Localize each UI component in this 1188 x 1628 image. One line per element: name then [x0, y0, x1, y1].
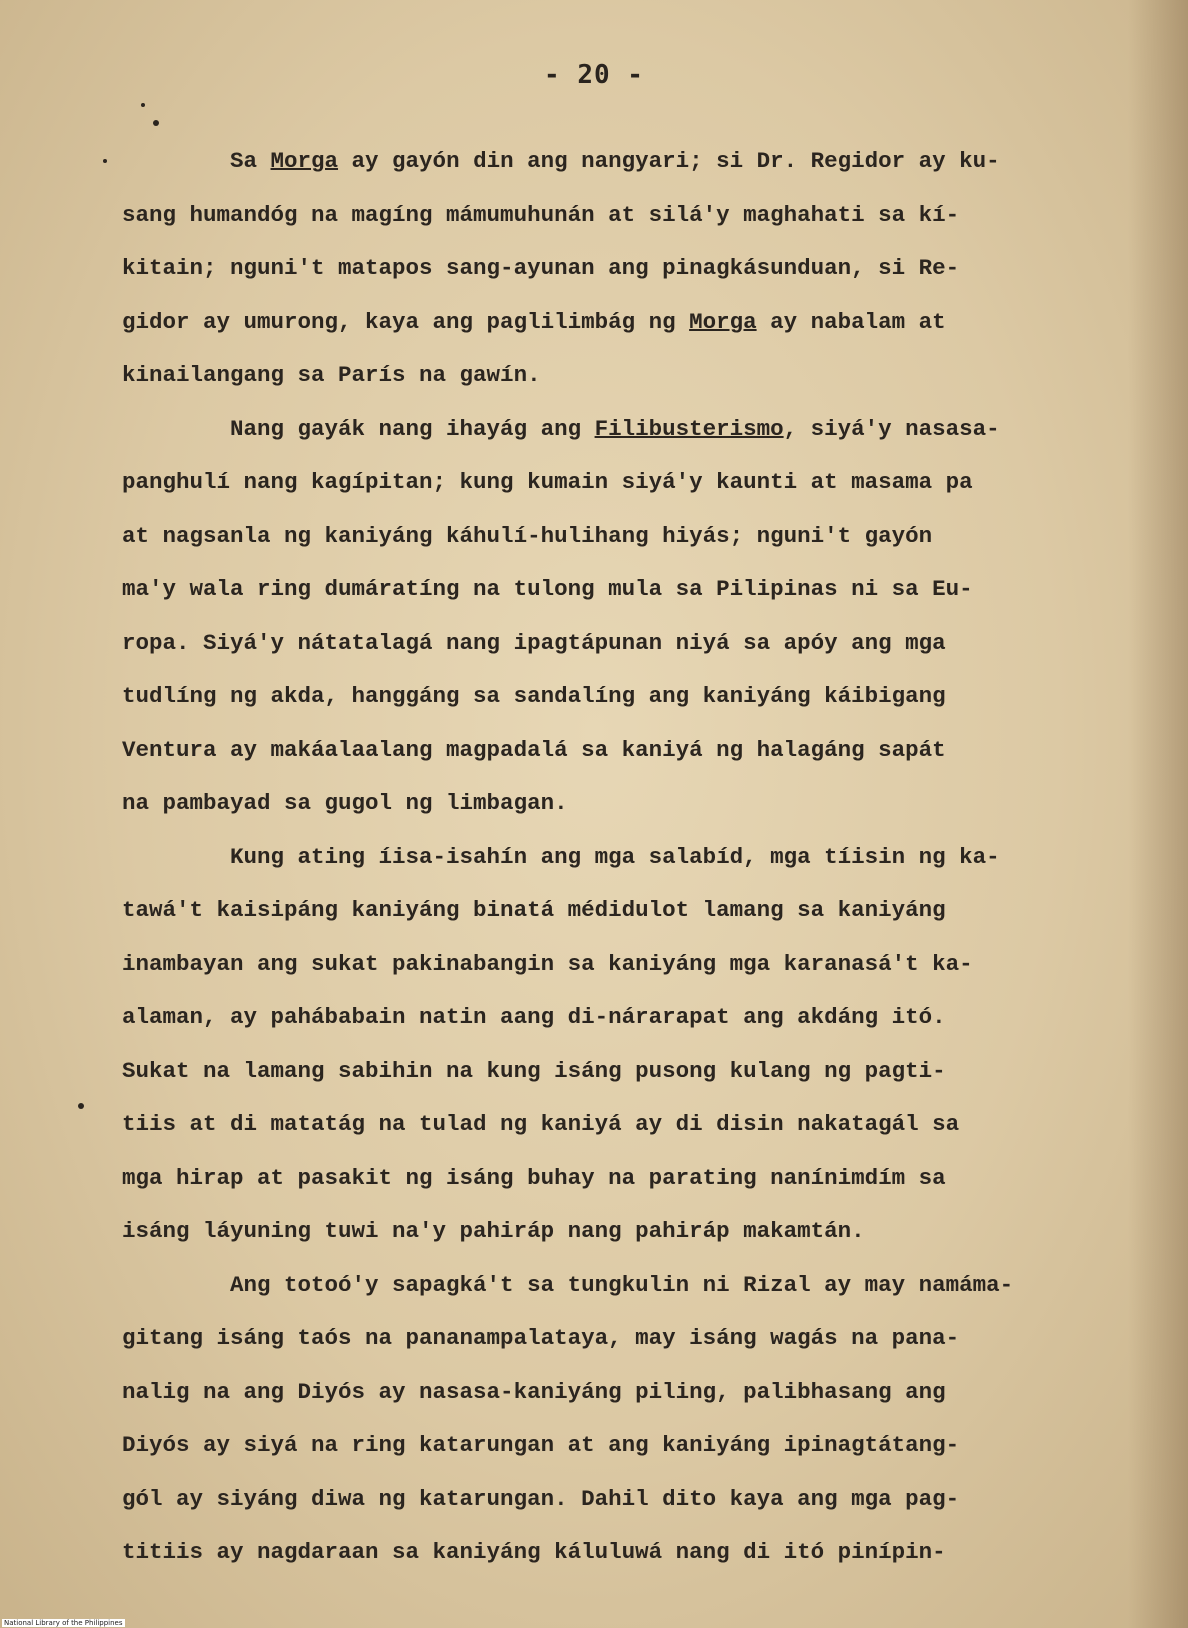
text-line [122, 349, 1112, 403]
text-segment: Sa [122, 148, 271, 174]
text-line [122, 1366, 1112, 1420]
text-segment: Ventura ay makáalaalang magpadalá sa kaniyá ng halagáng sapát [122, 736, 946, 763]
text-line [122, 617, 1112, 671]
text-segment: titiis ay nagdaraan sa kaniyáng káluluwá nang di itó pinípin- [122, 1539, 946, 1565]
underlined-title: Morga [270, 148, 339, 174]
text-segment: tiis at di matatág na tulad ng kaniyá ay di disin nakatagál sa [122, 1111, 960, 1137]
text-line [122, 135, 1112, 189]
text-line [122, 1152, 1112, 1206]
text-segment: tawá't kaisipáng kaniyáng binatá médidulot lamang sa kaniyáng [122, 897, 946, 923]
text-line [122, 1098, 1112, 1152]
text-line [122, 1045, 1112, 1099]
text-line [122, 296, 1112, 350]
text-segment: Ang totoó'y sapagká't sa tungkulin ni Rizal ay may namáma- [122, 1271, 1014, 1298]
text-segment: tudlíng ng akda, hanggáng sa sandalíng ang kaniyáng káibigang [122, 683, 946, 709]
text-line [122, 1473, 1112, 1527]
text-segment: kitain; nguni't matapos sang-ayunan ang pinagkásunduan, si Re- [122, 255, 960, 281]
page-number: - 20 - [544, 60, 644, 90]
text-segment: sang humandóg na magíng mámumuhunán at silá'y maghahati sa kí- [122, 201, 960, 228]
ink-speck [103, 159, 107, 163]
text-segment: ay gayón din ang nangyari; si Dr. Regidor ay ku- [338, 148, 1000, 174]
text-segment: inambayan ang sukat pakinabangin sa kaniyáng mga karanasá't ka- [122, 950, 973, 977]
text-line [122, 777, 1112, 831]
text-segment: mga hirap at pasakit ng isáng buhay na parating nanínimdím sa [122, 1164, 946, 1191]
text-line [122, 1526, 1112, 1580]
text-line [122, 670, 1112, 724]
text-segment: panghulí nang kagípitan; kung kumain siyá'y kaunti at masama pa [122, 469, 973, 495]
text-line [122, 563, 1112, 617]
text-segment: nalig na ang Diyós ay nasasa-kaniyáng piling, palibhasang ang [122, 1378, 946, 1405]
text-line [122, 938, 1112, 992]
text-line [122, 510, 1112, 564]
underlined-title: Filibusterismo [594, 415, 784, 442]
text-segment: kinailangang sa París na gawín. [122, 362, 541, 388]
text-segment: alaman, ay pahábabain natin aang di-nárarapat ang akdáng itó. [122, 1004, 946, 1030]
text-segment: na pambayad sa gugol ng limbagan. [122, 790, 568, 816]
text-line [122, 189, 1112, 243]
text-line [122, 884, 1112, 938]
text-line [122, 1312, 1112, 1366]
library-credit: National Library of the Philippines [4, 1619, 123, 1627]
text-line [122, 403, 1112, 457]
text-line [122, 1259, 1112, 1313]
text-line [122, 1419, 1112, 1473]
text-segment: ma'y wala ring dumáratíng na tulong mula sa Pilipinas ni sa Eu- [122, 576, 973, 602]
text-segment: ay nabalam at [756, 308, 946, 335]
body-text [122, 135, 1112, 1580]
text-segment: ropa. Siyá'y nátatalagá nang ipagtápunan niyá sa apóy ang mga [122, 629, 946, 656]
text-segment: Kung ating íisa-isahín ang mga salabíd, mga tíisin ng ka- [122, 843, 1000, 870]
text-line [122, 1205, 1112, 1259]
ink-speck [141, 103, 145, 107]
text-line [122, 991, 1112, 1045]
text-segment: Nang gayák nang ihayág ang [122, 415, 595, 442]
text-segment: at nagsanla ng kaniyáng káhulí-hulihang hiyás; nguni't gayón [122, 522, 933, 549]
text-segment: , siyá'y nasasa- [783, 415, 1000, 442]
text-segment: gidor ay umurong, kaya ang paglilimbág ng [122, 308, 690, 335]
text-line [122, 724, 1112, 778]
ink-speck [78, 1103, 84, 1109]
text-segment: Diyós ay siyá na ring katarungan at ang kaniyáng ipinagtátang- [122, 1432, 960, 1458]
text-segment: gól ay siyáng diwa ng katarungan. Dahil dito kaya ang mga pag- [122, 1485, 960, 1512]
text-line [122, 456, 1112, 510]
underlined-title: Morga [689, 308, 757, 335]
text-segment: Sukat na lamang sabihin na kung isáng pusong kulang ng pagti- [122, 1057, 946, 1084]
text-line [122, 242, 1112, 296]
ink-speck [153, 120, 159, 126]
text-segment: isáng láyuning tuwi na'y pahiráp nang pahiráp makamtán. [122, 1218, 865, 1244]
text-segment: gitang isáng taós na pananampalataya, may isáng wagás na pana- [122, 1325, 960, 1351]
text-line [122, 831, 1112, 885]
